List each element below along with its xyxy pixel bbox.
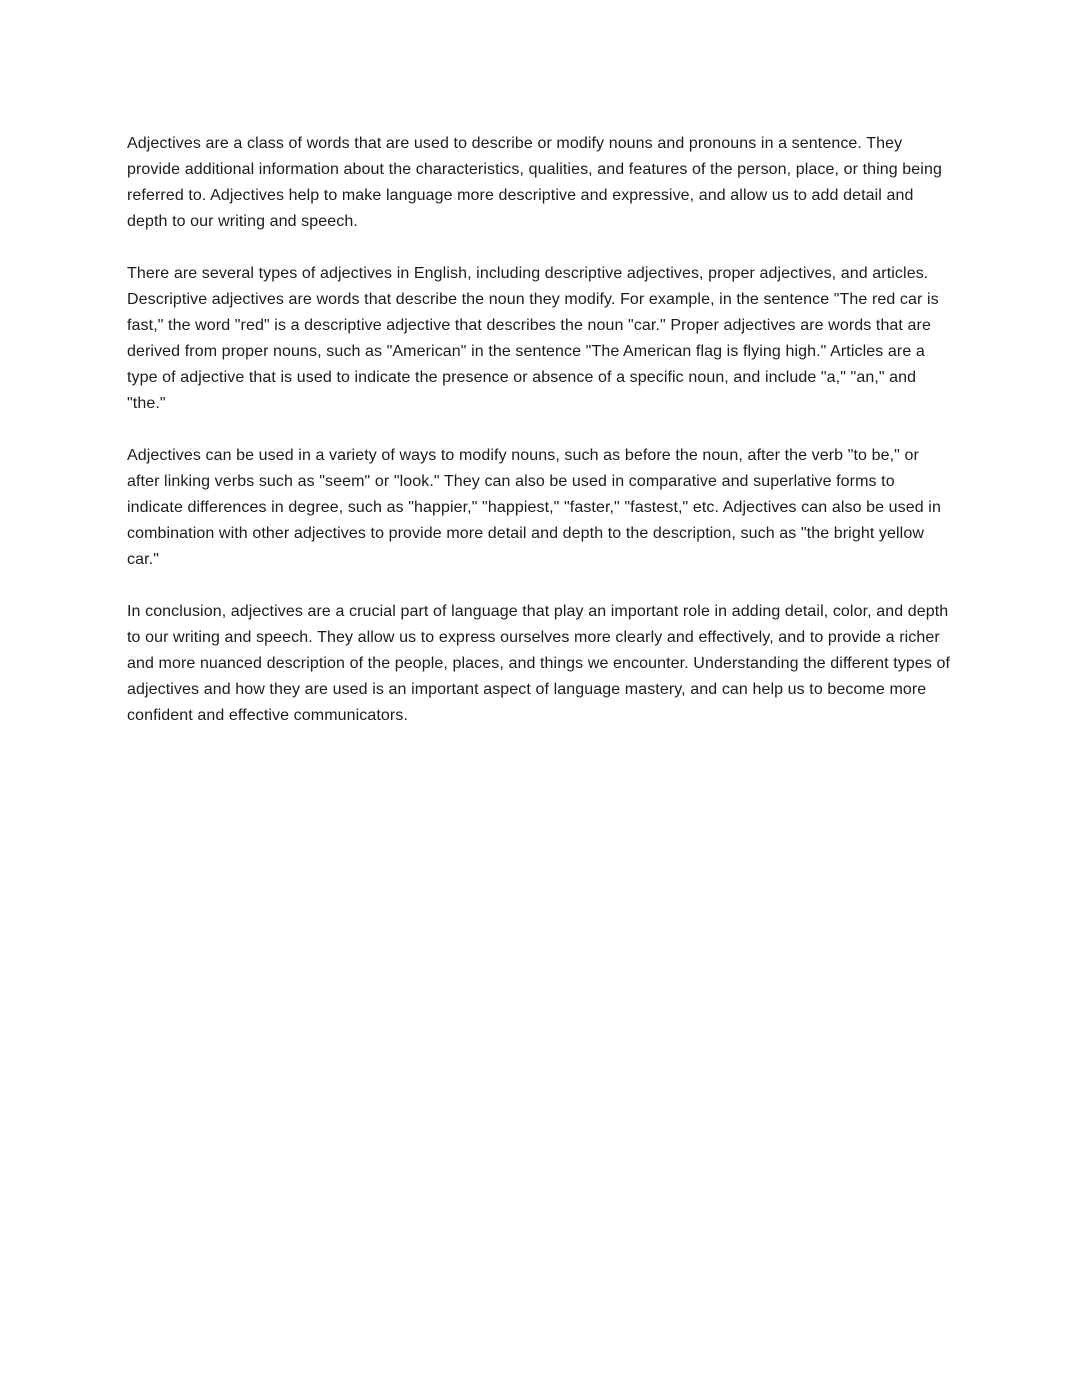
document-text-area[interactable] — [127, 131, 955, 755]
paragraph-types: There are several types of adjectives in English, including descriptive adjectives, proper adjectives, and articles. Descriptive adjectives are words that describe the noun they modify. For example, in the sentence "The red car is fast," the word "red" is a descriptive adjective that describes the noun "car." Proper adjectives are words that are derived from proper nouns, such as "American" in the sentence "The American flag is flying high." Articles are a type of adjective that is used to indicate the presence or absence of a specific noun, and include "a," "an," and "the." — [127, 265, 944, 412]
paragraph-intro: Adjectives are a class of words that are used to describe or modify nouns and pronouns in a sentence. They provide additional information about the characteristics, qualities, and features of the person, place, or thing being referred to. Adjectives help to make language more descriptive and expressive, and allow us to add detail and depth to our writing and speech. — [127, 135, 947, 230]
paragraph-conclusion: In conclusion, adjectives are a crucial part of language that play an important role in adding detail, color, and depth to our writing and speech. They allow us to express ourselves more clearly and effectively, and to provide a richer and more nuanced description of the people, places, and things we encounter. Understanding the different types of adjectives and how they are used is an important aspect of language mastery, and can help us to become more confident and effective communicators. — [127, 603, 955, 724]
paragraph-usage: Adjectives can be used in a variety of ways to modify nouns, such as before the noun, after the verb "to be," or after linking verbs such as "seem" or "look." They can also be used in comparative and superlative forms to indicate differences in degree, such as "happier," "happiest," "faster," "fastest," etc. Adjectives can also be used in combination with other adjectives to provide more detail and depth to the description, such as "the bright yellow car." — [127, 447, 946, 568]
